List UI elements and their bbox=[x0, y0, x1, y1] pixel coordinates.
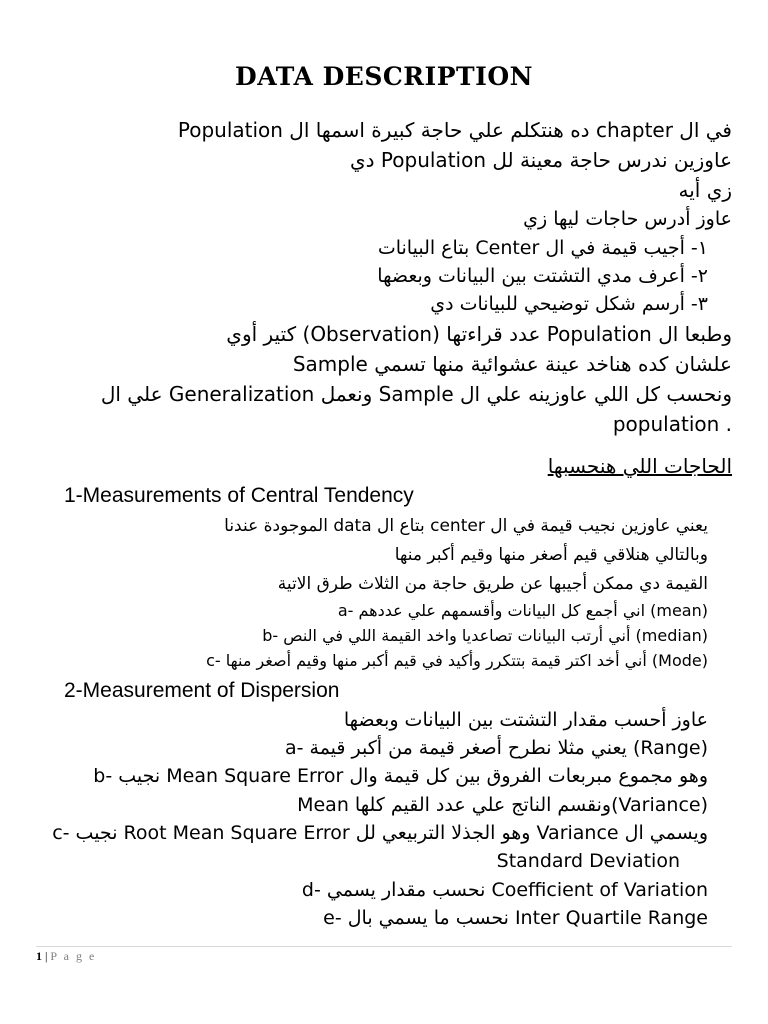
dispersion-item: d- نحسب مقدار يسمي Coefficient of Variation bbox=[301, 879, 708, 901]
dispersion-item-continued: Standard Deviation bbox=[496, 850, 680, 872]
page-title: DATA DESCRIPTION bbox=[235, 62, 533, 91]
dispersion-line: عاوز أحسب مقدار التشتت بين البيانات وبعضها bbox=[343, 709, 708, 731]
intro-list-item: ٣- أرسم شكل توضيحي للبيانات دي bbox=[430, 293, 708, 315]
central-tendency-line: يعني عاوزين نجيب قيمة في ال center بتاع ال data الموجودة عندنا bbox=[224, 516, 708, 536]
page-footer bbox=[36, 946, 732, 964]
intro-line: population . bbox=[612, 412, 732, 436]
central-tendency-item: c- أني أخد اكتر قيمة بتتكرر وأكيد في قيم أكبر منها وقيم أصغر منها (Mode) bbox=[206, 651, 708, 670]
intro-line: في ال chapter ده هنتكلم علي حاجة كبيرة اسمها ال Population bbox=[177, 118, 732, 142]
intro-line: عاوزين ندرس حاجة معينة لل Population دي bbox=[350, 148, 732, 172]
dispersion-item: a- يعني مثلا نطرح أصغر قيمة من أكبر قيمة (Range) bbox=[284, 737, 708, 759]
central-tendency-item: b- أني أرتب البيانات تصاعديا واخد القيمة اللي في النص (median) bbox=[262, 626, 708, 645]
central-tendency-heading: 1-Measurements of Central Tendency bbox=[64, 484, 414, 507]
section-heading: الحاجات اللي هنحسبها bbox=[547, 454, 732, 478]
intro-line: علشان كده هناخد عينة عشوائية منها تسمي Sample bbox=[292, 352, 732, 376]
dispersion-item: e- نحسب ما يسمي بال Inter Quartile Range bbox=[323, 907, 708, 929]
intro-line: عاوز أدرس حاجات ليها زي bbox=[523, 208, 732, 230]
footer-separator: | bbox=[45, 949, 48, 963]
dispersion-heading: 2-Measurement of Dispersion bbox=[64, 679, 340, 702]
dispersion-item-continued: Mean ونقسم الناتج علي عدد القيم كلها(Variance) bbox=[297, 794, 708, 816]
intro-list-item: ٢- أعرف مدي التشتت بين البيانات وبعضها bbox=[377, 265, 708, 287]
intro-line: زي أيه bbox=[678, 178, 732, 202]
intro-line: ونحسب كل اللي عاوزينه علي ال Sample ونعمل Generalization علي ال bbox=[100, 382, 732, 406]
dispersion-item: b- نجيب Mean Square Error وهو مجموع مبربعات الفروق بين كل قيمة وال bbox=[93, 765, 708, 787]
intro-list-item: ١- أجيب قيمة في ال Center بتاع البيانات bbox=[377, 237, 708, 259]
central-tendency-line: وبالتالي هنلاقي قيم أصغر منها وقيم أكبر منها bbox=[394, 545, 708, 565]
central-tendency-line: القيمة دي ممكن أجيبها عن طريق حاجة من الثلاث طرق الاتية bbox=[277, 574, 708, 594]
central-tendency-item: a- اني أجمع كل البيانات وأقسمهم علي عددهم (mean) bbox=[337, 601, 708, 620]
page-label: P a g e bbox=[50, 949, 97, 963]
dispersion-item: c- نجيب Root Mean Square Error وهو الجذلا التربيعي لل Variance ويسمي ال bbox=[52, 822, 708, 844]
intro-line: وطبعا ال Population عدد قراءتها (Observation) كتير أوي bbox=[226, 322, 732, 346]
page-number: 1 bbox=[36, 949, 42, 963]
